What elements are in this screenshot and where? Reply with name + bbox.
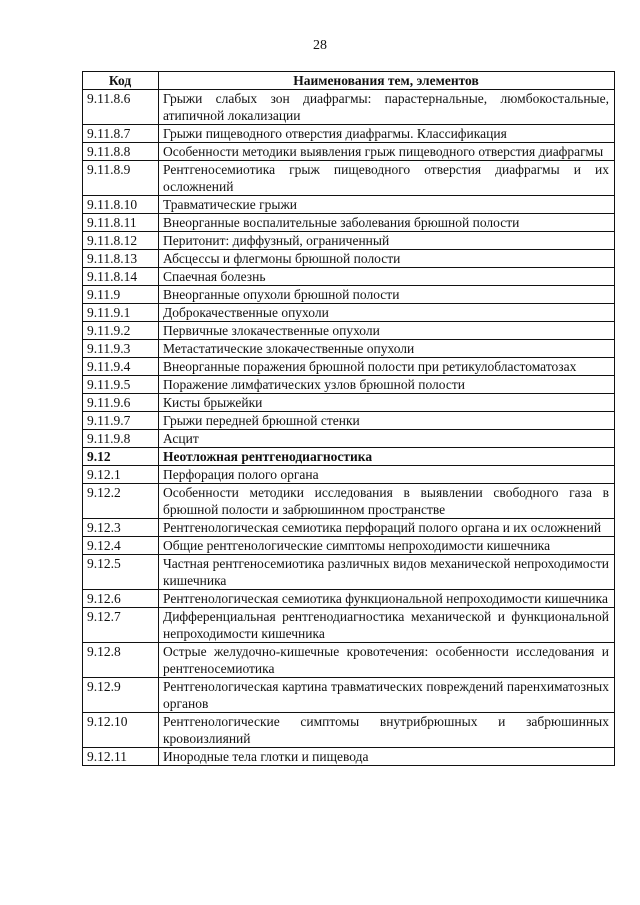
table-row <box>83 304 615 322</box>
topic-name: Рентгенологическая семиотика функциональной непроходимости кишечника <box>159 590 615 608</box>
topic-code: 9.11.9.3 <box>83 340 159 358</box>
topic-name: Неотложная рентгенодиагностика <box>159 448 615 466</box>
topic-name: Дифференциальная рентгенодиагностика механической и функциональной непроходимости кишечника <box>159 608 615 643</box>
topic-name: Травматические грыжи <box>159 196 615 214</box>
table-row <box>83 376 615 394</box>
topic-code: 9.12 <box>83 448 159 466</box>
topic-name: Инородные тела глотки и пищевода <box>159 748 615 766</box>
topic-name: Особенности методики исследования в выявлении свободного газа в брюшной полости и забрюшинном пространстве <box>159 484 615 519</box>
table-row <box>83 250 615 268</box>
topic-code: 9.12.8 <box>83 643 159 678</box>
topic-code: 9.11.9.2 <box>83 322 159 340</box>
topic-name: Спаечная болезнь <box>159 268 615 286</box>
topic-name: Грыжи пищеводного отверстия диафрагмы. Классификация <box>159 125 615 143</box>
table-row <box>83 555 615 590</box>
table-row <box>83 608 615 643</box>
topic-name: Рентгенологическая картина травматических повреждений паренхиматозных органов <box>159 678 615 713</box>
topic-code: 9.12.2 <box>83 484 159 519</box>
topic-name: Поражение лимфатических узлов брюшной полости <box>159 376 615 394</box>
topic-name: Особенности методики выявления грыж пищеводного отверстия диафрагмы <box>159 143 615 161</box>
topic-code: 9.11.9.6 <box>83 394 159 412</box>
topic-code: 9.12.7 <box>83 608 159 643</box>
topic-name: Перфорация полого органа <box>159 466 615 484</box>
topic-code: 9.11.9 <box>83 286 159 304</box>
topic-code: 9.12.10 <box>83 713 159 748</box>
table-row <box>83 340 615 358</box>
topic-code: 9.12.11 <box>83 748 159 766</box>
topic-name: Перитонит: диффузный, ограниченный <box>159 232 615 250</box>
table-row <box>83 322 615 340</box>
column-header-code: Код <box>83 72 159 90</box>
topic-code: 9.11.8.11 <box>83 214 159 232</box>
topic-code: 9.11.8.13 <box>83 250 159 268</box>
topic-name: Грыжи передней брюшной стенки <box>159 412 615 430</box>
topic-code: 9.11.8.9 <box>83 161 159 196</box>
table-row <box>83 394 615 412</box>
table-row <box>83 590 615 608</box>
topic-name: Абсцессы и флегмоны брюшной полости <box>159 250 615 268</box>
topic-code: 9.12.5 <box>83 555 159 590</box>
column-header-name: Наименования тем, элементов <box>159 72 615 90</box>
table-row <box>83 214 615 232</box>
table-row <box>83 268 615 286</box>
topic-code: 9.12.6 <box>83 590 159 608</box>
table-row <box>83 537 615 555</box>
table-row <box>83 430 615 448</box>
topic-code: 9.11.8.10 <box>83 196 159 214</box>
topic-code: 9.11.9.4 <box>83 358 159 376</box>
topic-code: 9.12.4 <box>83 537 159 555</box>
table-row <box>83 161 615 196</box>
table-row <box>83 678 615 713</box>
topic-code: 9.11.9.7 <box>83 412 159 430</box>
table-row <box>83 232 615 250</box>
topic-name: Частная рентгеносемиотика различных видов механической непроходимости кишечника <box>159 555 615 590</box>
topic-name: Доброкачественные опухоли <box>159 304 615 322</box>
topic-name: Рентгенологическая семиотика перфораций полого органа и их осложнений <box>159 519 615 537</box>
table-row <box>83 358 615 376</box>
topic-name: Рентгеносемиотика грыж пищеводного отверстия диафрагмы и их осложнений <box>159 161 615 196</box>
topic-name: Метастатические злокачественные опухоли <box>159 340 615 358</box>
topic-name: Острые желудочно-кишечные кровотечения: особенности исследования и рентгеносемиотика <box>159 643 615 678</box>
table-section-row <box>83 448 615 466</box>
table-row <box>83 484 615 519</box>
topic-code: 9.11.8.12 <box>83 232 159 250</box>
table-body <box>83 90 615 766</box>
topic-name: Внеорганные поражения брюшной полости при ретикулобластоматозах <box>159 358 615 376</box>
topic-name: Внеорганные опухоли брюшной полости <box>159 286 615 304</box>
table-row <box>83 143 615 161</box>
topic-name: Рентгенологические симптомы внутрибрюшных и забрюшинных кровоизлияний <box>159 713 615 748</box>
table-row <box>83 643 615 678</box>
topic-name: Кисты брыжейки <box>159 394 615 412</box>
table-row <box>83 286 615 304</box>
table-row <box>83 466 615 484</box>
topic-code: 9.11.9.5 <box>83 376 159 394</box>
table-row <box>83 196 615 214</box>
page-number: 28 <box>313 38 327 53</box>
topic-code: 9.11.8.8 <box>83 143 159 161</box>
table-row <box>83 90 615 125</box>
topic-name: Внеорганные воспалительные заболевания брюшной полости <box>159 214 615 232</box>
topic-name: Общие рентгенологические симптомы непроходимости кишечника <box>159 537 615 555</box>
topic-code: 9.12.3 <box>83 519 159 537</box>
topic-code: 9.11.9.1 <box>83 304 159 322</box>
topic-name: Первичные злокачественные опухоли <box>159 322 615 340</box>
topics-table <box>82 71 615 766</box>
topic-code: 9.11.8.14 <box>83 268 159 286</box>
topic-name: Асцит <box>159 430 615 448</box>
table-header-row <box>83 72 615 90</box>
table-row <box>83 125 615 143</box>
table-row <box>83 748 615 766</box>
topic-name: Грыжи слабых зон диафрагмы: парастернальные, люмбокостальные, атипичной локализации <box>159 90 615 125</box>
table-row <box>83 412 615 430</box>
topic-code: 9.11.9.8 <box>83 430 159 448</box>
topic-code: 9.12.9 <box>83 678 159 713</box>
topic-code: 9.11.8.6 <box>83 90 159 125</box>
table-row <box>83 713 615 748</box>
topic-code: 9.11.8.7 <box>83 125 159 143</box>
table-row <box>83 519 615 537</box>
topic-code: 9.12.1 <box>83 466 159 484</box>
